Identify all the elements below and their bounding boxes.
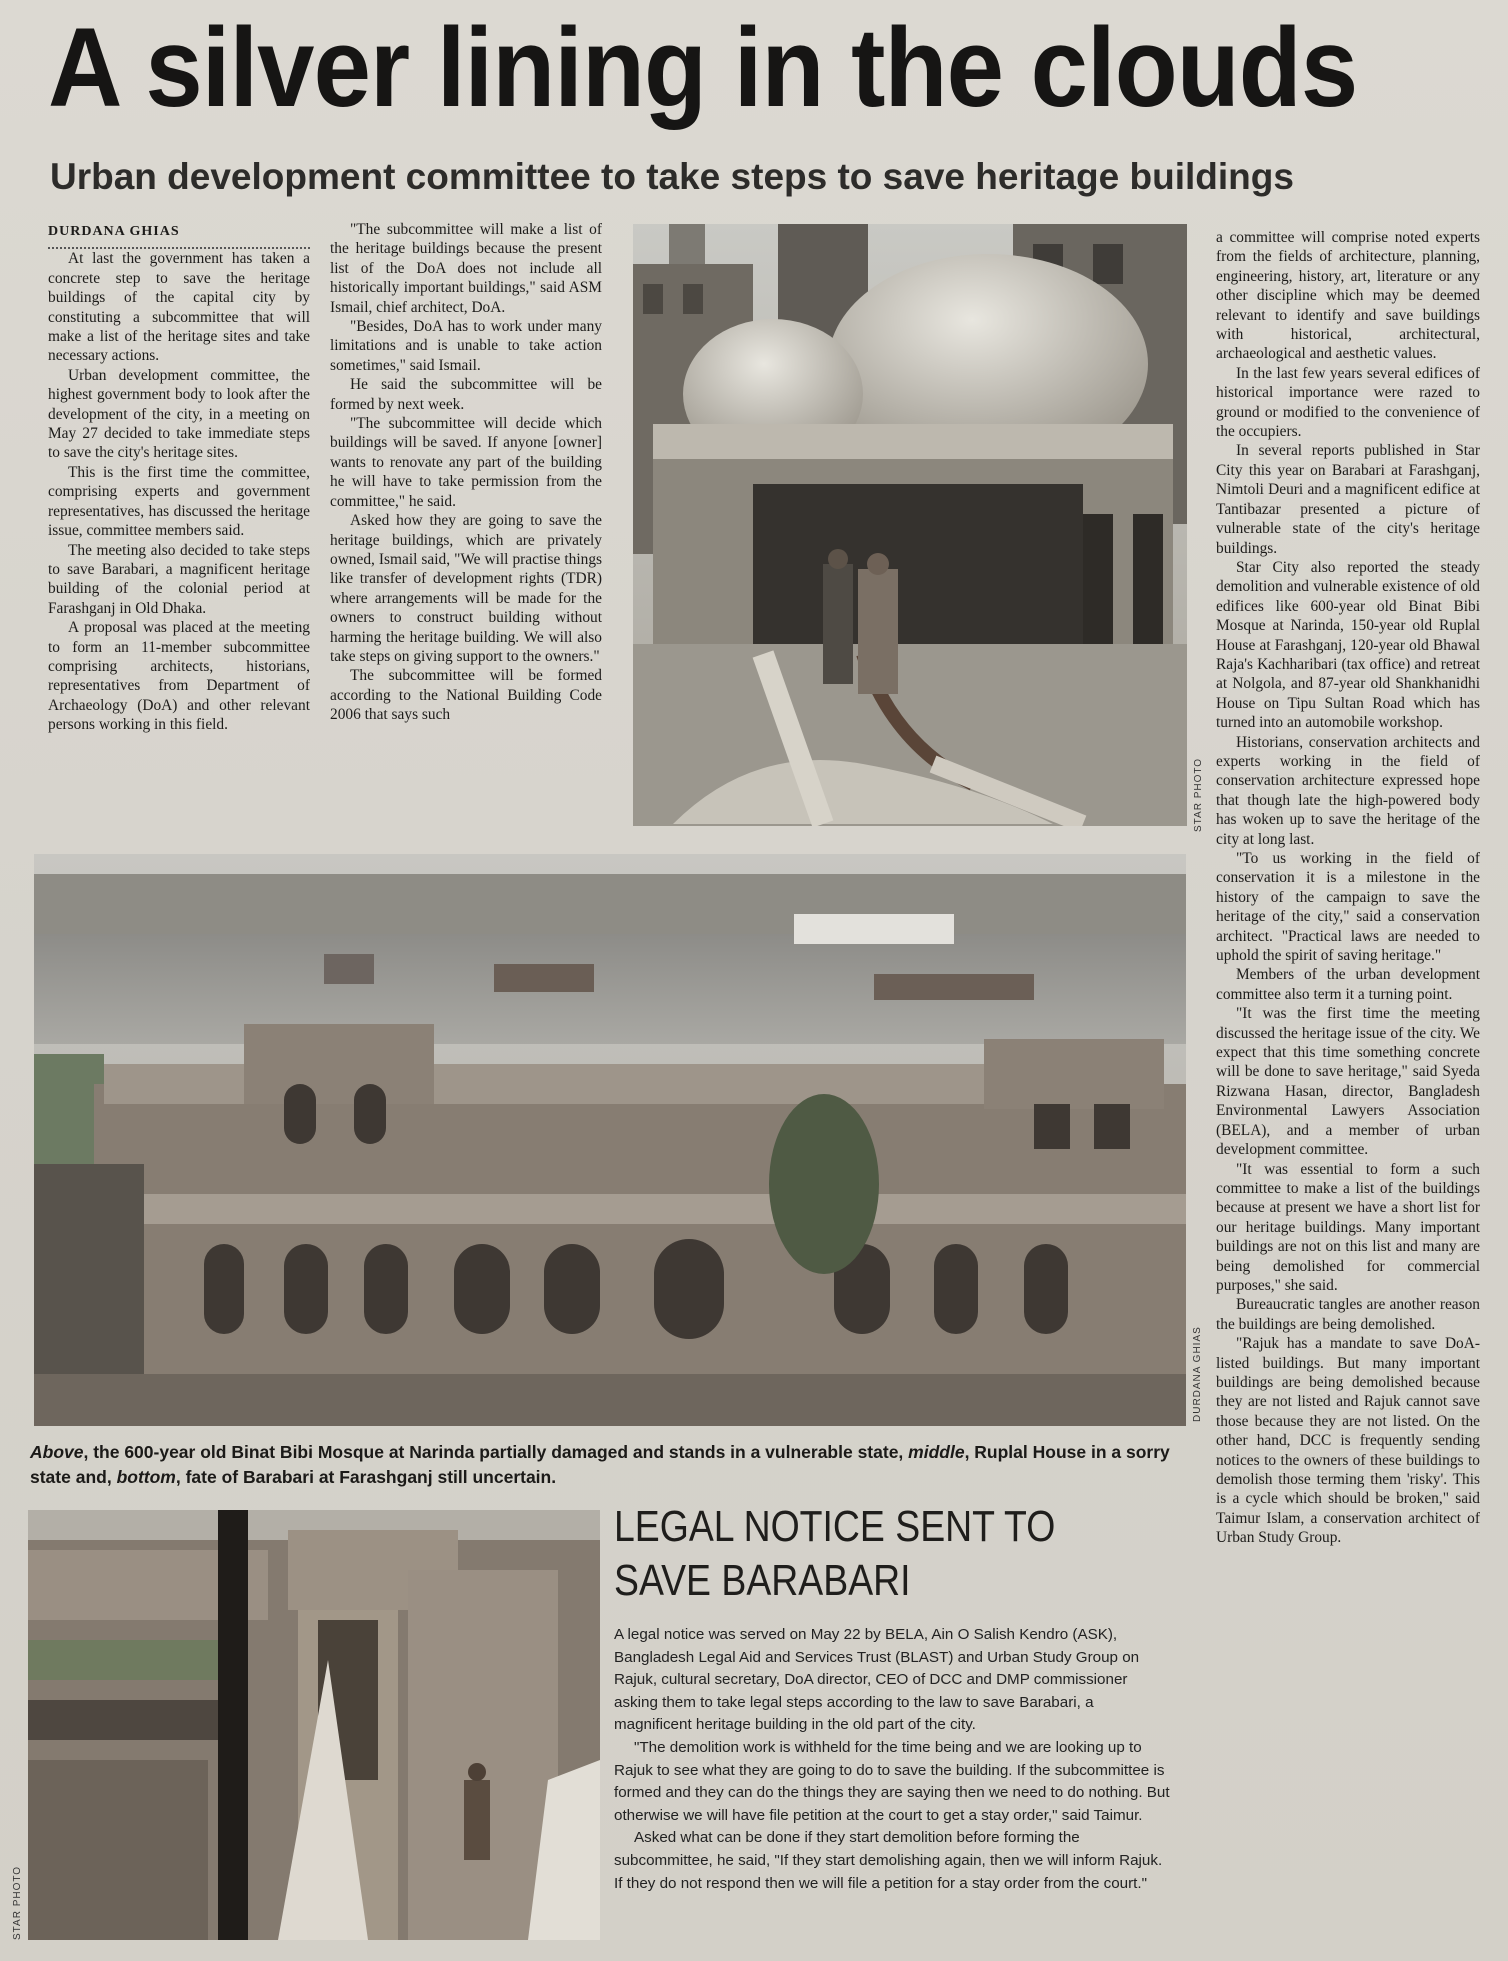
- paragraph: At last the government has taken a concrete step to save the heritage buildings of the capital city by constituting a subcommittee that will make a list of the heritage sites and take necessary actions.: [48, 250, 310, 365]
- caption-word-bottom: bottom: [116, 1467, 176, 1487]
- article-column-1: [48, 222, 310, 838]
- paragraph: A legal notice was served on May 22 by BELA, Ain O Salish Kendro (ASK), Bangladesh Legal Aid and Services Trust (BLAST) and Urban Study Group on Rajuk, cultural secretary, DoA director, CEO of DCC and DMP commissioner asking them to take legal steps according to the law to save Barabari, a magnificent heritage building in the old part of the city.: [614, 1626, 1140, 1734]
- caption-word-middle: middle: [908, 1442, 965, 1462]
- barabari-illustration: [28, 1510, 600, 1940]
- paragraph: A proposal was placed at the meeting to form an 11-member subcommittee comprising architects, historians, representatives from Department of Archaeology (DoA) and other relevant persons working in this field.: [48, 619, 310, 734]
- paragraph: "It was essential to form a such committee to make a list of the buildings because at present we have a short list for our heritage buildings. Many important buildings are not on this list and many are being demolished for commercial purposes," she said.: [1216, 1160, 1480, 1294]
- photo-credit-bottom: STAR PHOTO: [12, 1865, 23, 1940]
- paragraph: "The demolition work is withheld for the time being and we are looking up to Rajuk to see what they are going to do to save the building. If the subcommittee is formed and they can do the things they are saying then we need to do nothing. But otherwise we will have file petition at the court to get a stay order," said Taimur.: [614, 1738, 1170, 1824]
- photo-caption: [30, 1440, 1190, 1490]
- photo-binat-bibi-mosque: [633, 224, 1187, 826]
- paragraph: This is the first time the committee, comprising experts and government representatives, has discussed the heritage issue, committee members said.: [48, 463, 310, 540]
- paragraph: "The subcommittee will make a list of the heritage buildings because the present list of the DoA does not include all historically important buildings," said ASM Ismail, chief architect, DoA.: [330, 221, 602, 316]
- caption-text: , the 600-year old Binat Bibi Mosque at Narinda partially damaged and stands in a vulnerable state,: [83, 1442, 909, 1462]
- paragraph: He said the subcommittee will be formed by next week.: [330, 376, 602, 413]
- paragraph: a committee will comprise noted experts from the fields of architecture, planning, engineering, history, art, literature or any other discipline which may be deemed relevant to identify and save buildings with historical, architectural, archaeological and aesthetic values.: [1216, 229, 1480, 363]
- paragraph: Star City also reported the steady demolition and vulnerable existence of old edifices like 600-year old Binat Bibi Mosque at Narinda, 150-year old Ruplal House at Farashganj, 120-year old Bhawal Raja's Kachharibari (tax office) and retreat at Nolgola, and 87-year old Shankhanidhi House on Tipu Sultan Road which has turned into an automobile workshop.: [1216, 558, 1480, 732]
- photo-credit-top: STAR PHOTO: [1193, 757, 1204, 832]
- paragraph: Asked how they are going to save the heritage buildings, which are privately owned, Ismail said, "We will practise things like transfer of development rights (TDR) where arrangements will be made for the owners to construct building without harming the heritage building. We will also take steps on giving support to the owners.": [330, 512, 602, 665]
- paragraph: In the last few years several edifices of historical importance were razed to ground or modified to the convenience of the occupiers.: [1216, 364, 1480, 441]
- paragraph: Historians, conservation architects and experts working in the field of conservation architecture expressed hope that though late the high-powered body has woken up to save the heritage of the city at long last.: [1216, 733, 1480, 848]
- caption-text: , fate of Barabari at Farashganj still uncertain.: [175, 1467, 557, 1487]
- caption-word-above: Above: [30, 1442, 84, 1462]
- paragraph: "To us working in the field of conservation it is a milestone in the history of the campaign to save the heritage of the city," said a conservation architect. "Practical laws are needed to uphold the spirit of saving heritage.": [1216, 850, 1480, 965]
- headline: A silver lining in the clouds: [48, 5, 1358, 130]
- paragraph: "The subcommittee will decide which buildings will be saved. If anyone [owner] wants to renovate any part of the building he will have to take permission from the committee," he said.: [330, 415, 602, 510]
- article-column-3: [1216, 228, 1480, 1952]
- paragraph: Urban development committee, the highest government body to look after the development of the city, in a meeting on May 27 decided to take immediate steps to save the city's heritage sites.: [48, 366, 310, 462]
- subheadline: Urban development committee to take steps to save heritage buildings: [50, 156, 1294, 197]
- photo-ruplal-house: [34, 854, 1186, 1426]
- paragraph: "Rajuk has a mandate to save DoA-listed buildings. But many important buildings are being demolished because they are not listed and Rajuk cannot save those because they are not listed. On the other hand, DCC is frequently sending notices to the owners of these buildings to demolish those terming them 'risky'. This is a cycle which should be broken," said Taimur Islam, a conservation architect of Urban Study Group.: [1216, 1335, 1480, 1547]
- article-column-2: [330, 220, 602, 838]
- paragraph: Bureaucratic tangles are another reason the buildings are being demolished.: [1216, 1296, 1480, 1333]
- ruplal-house-illustration: [34, 854, 1186, 1426]
- paragraph: Members of the urban development committee also term it a turning point.: [1216, 966, 1480, 1003]
- byline: DURDANA GHIAS: [48, 222, 310, 249]
- legal-title-line-1: LEGAL NOTICE SENT TO: [614, 1502, 1056, 1551]
- mosque-illustration: [633, 224, 1187, 826]
- paragraph: In several reports published in Star City this year on Barabari at Farashganj, Nimtoli Deuri and a magnificent edifice at Tantibazar presented a picture of vulnerable state of the city's heritage buildings.: [1216, 442, 1480, 557]
- photo-barabari: [28, 1510, 600, 1940]
- legal-title-line-2: SAVE BARABARI: [614, 1556, 911, 1605]
- paragraph: "Besides, DoA has to work under many limitations and is unable to take action sometimes," said Ismail.: [330, 318, 602, 374]
- legal-notice-body: [614, 1624, 1174, 1954]
- legal-notice-title: [614, 1500, 1090, 1608]
- paragraph: "It was the first time the meeting discussed the heritage issue of the city. We expect that this time something concrete will be done to save heritage," said Syeda Rizwana Hasan, director, Bangladesh Environmental Lawyers Association (BELA), and a member of urban development committee.: [1216, 1005, 1480, 1159]
- photo-credit-middle: DURDANA GHIAS: [1192, 1326, 1203, 1422]
- paragraph: The subcommittee will be formed according to the National Building Code 2006 that says such: [330, 667, 602, 724]
- paragraph: The meeting also decided to take steps to save Barabari, a magnificent heritage building of the colonial period at Farashganj in Old Dhaka.: [48, 541, 310, 617]
- paragraph: Asked what can be done if they start demolition before forming the subcommittee, he said, "If they start demolishing again, then we will inform Rajuk. If they do not respond then we will file a petition for a stay order from the court.": [614, 1829, 1163, 1892]
- caption-text: , Ruplal House in a sorry state and,: [30, 1442, 1170, 1487]
